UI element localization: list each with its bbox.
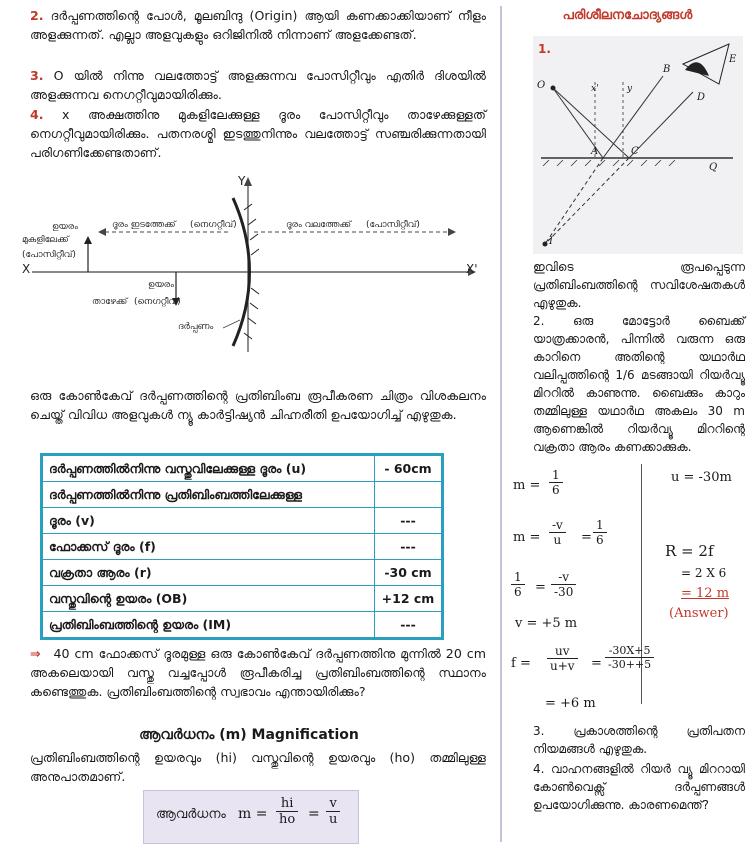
right-column bbox=[505, 0, 750, 848]
f-eq: = bbox=[591, 656, 602, 671]
denominator: u bbox=[329, 812, 338, 827]
f-result: = +6 m bbox=[545, 696, 596, 711]
numerator: 1 bbox=[511, 570, 525, 585]
table-row bbox=[42, 612, 443, 639]
point-x: x' bbox=[591, 84, 599, 94]
x-right-label: X' bbox=[466, 262, 478, 276]
formula-m: m = bbox=[238, 806, 268, 822]
numerator: hi bbox=[276, 796, 298, 812]
f-frac1 bbox=[547, 644, 578, 673]
r-step: = 2 X 6 bbox=[681, 566, 727, 580]
property-value bbox=[375, 482, 443, 508]
reflection-diagram bbox=[533, 36, 743, 254]
height-down-label: ഉയരം bbox=[148, 280, 174, 290]
f-frac2 bbox=[605, 644, 654, 671]
point-O: O bbox=[537, 80, 546, 91]
dist-left-label: ദൂരം ഇടത്തേക്ക് bbox=[112, 220, 176, 230]
x-left-label: X bbox=[22, 262, 31, 276]
numerator: -v bbox=[549, 518, 566, 533]
numerator: uv bbox=[547, 644, 578, 659]
r-formula: R = 2f bbox=[665, 542, 714, 560]
question-2: 2. ഒരു മോട്ടോർ ബൈക്ക് യാത്രക്കാരൻ, പിന്നിൽ വരുന്ന ഒരു കാറിനെ അതിന്റെ യഥാർഥ വലിപ്പത്തിന്റെ 1/6 മടങ്ങായി റിയർവ്യൂ മിററിൽ കാണുന്നു. ബൈക്കും കാറും തമ്മിലുള്ള യഥാർഥ അകലം 30 m ആണെങ്കിൽ റിയർവ്യൂ മിററിന്റെ വക്രതാ ആരം കണക്കാക്കുക. bbox=[533, 314, 745, 454]
m2-frac2 bbox=[593, 518, 607, 547]
figure-number: 1. bbox=[538, 42, 551, 56]
s-frac1 bbox=[511, 570, 525, 599]
numerator: -30X+5 bbox=[605, 644, 654, 658]
point-I: I bbox=[549, 236, 553, 247]
point-B: B bbox=[663, 64, 671, 75]
point-text: O യിൽ നിന്നു വലത്തോട്ട് അളക്കുന്നവ പോസിറ്റീവും എതിർ ദിശയിൽ അളക്കുന്നവ നെഗറ്റീവുമായിരിക്കും. bbox=[30, 68, 486, 102]
property-label: ദൂരം (v) bbox=[42, 508, 375, 534]
formula-eq: = bbox=[308, 806, 320, 822]
property-label: ദർപ്പണത്തിൽനിന്നു പ്രതിബിംബത്തിലേക്കുള്ള bbox=[42, 482, 375, 508]
property-label: പ്രതിബിംബത്തിന്റെ ഉയരം (IM) bbox=[42, 612, 375, 639]
magnification-text: പ്രതിബിംബത്തിന്റെ ഉയരവും (hi) വസ്തുവിന്റെ ഉയരവും (ho) തമ്മിലുള്ള അനുപാതമാണ്. bbox=[30, 750, 486, 784]
point-D: D bbox=[697, 92, 706, 103]
up-label: മുകളിലേക്ക് bbox=[22, 235, 69, 245]
table-row bbox=[42, 560, 443, 586]
property-value: - 60cm bbox=[375, 455, 443, 482]
question-4: 4. വാഹനങ്ങളിൽ റിയർ വ്യൂ മിററായി കോൺവെക്സ് ദർപ്പണങ്ങൾ ഉപയോഗിക്കുന്നു. കാരണമെന്ത്? bbox=[533, 762, 745, 812]
point-Q: Q bbox=[709, 162, 718, 173]
property-value: +12 cm bbox=[375, 586, 443, 612]
m2-lhs: m = bbox=[513, 530, 541, 545]
question-3: 3. പ്രകാശത്തിന്റെ പ്രതിപതന നിയമങ്ങൾ എഴുതുക. bbox=[533, 724, 745, 756]
property-label: വക്രതാ ആരം (r) bbox=[42, 560, 375, 586]
property-value: --- bbox=[375, 612, 443, 639]
sign-convention-diagram bbox=[18, 170, 478, 370]
point-A: A bbox=[591, 146, 599, 157]
m2-eq: = bbox=[581, 530, 592, 545]
question-1: ഇവിടെ രൂപപ്പെടുന്ന പ്രതിബിംബത്തിന്റെ സവിശേഷതകൾ എഴുതുക. bbox=[533, 260, 745, 310]
dist-right-label: ദൂരം വലത്തേക്ക് bbox=[286, 220, 352, 230]
intro-text: ഒരു കോൺകേവ് ദർപ്പണത്തിന്റെ പ്രതിബിംബ രൂപീകരണ ചിത്രം വിശകലനം ചെയ്ത് വിവിധ അളവുകൾ ന്യൂ കാർട്ടിഷ്യൻ ചിഹ്നരീതി ഉപയോഗിച്ച് എഴുതുക. bbox=[30, 388, 486, 422]
r-result: = 12 m bbox=[681, 586, 730, 601]
denominator: u+v bbox=[550, 659, 575, 673]
property-label: വസ്തുവിന്റെ ഉയരം (OB) bbox=[42, 586, 375, 612]
fraction-hi-ho bbox=[276, 796, 298, 827]
point-text: ദർപ്പണത്തിന്റെ പോൾ, മൂലബിന്ദു (Origin) ആയി കണക്കാക്കിയാണ് നീളം അളക്കുന്നത്. എല്ലാ അളവുകളും ഒറിജിനിൽ നിന്നാണ് അളക്കേണ്ടത്. bbox=[30, 8, 486, 42]
height-up-label: ഉയരം bbox=[52, 222, 78, 232]
question-text: 40 cm ഫോക്കസ് ദൂരമുള്ള ഒരു കോൺകേവ് ദർപ്പണത്തിനു മുന്നിൽ 20 cm അകലെയായി വസ്തു വച്ചപ്പോൾ രൂപീകരിച്ച പ്രതിബിംബത്തിന്റെ സ്ഥാനം കണ്ടെത്തുക. പ്രതിബിംബത്തിന്റെ സ്വഭാവം എന്തായിരിക്കും? bbox=[30, 646, 486, 699]
s-eq: = bbox=[535, 580, 546, 595]
negative2-label: (നെഗറ്റീവ്) bbox=[134, 297, 181, 307]
numerator: -v bbox=[551, 570, 576, 585]
numerator: v bbox=[326, 796, 340, 812]
table-row bbox=[42, 534, 443, 560]
denominator: ho bbox=[279, 812, 296, 827]
property-value: --- bbox=[375, 508, 443, 534]
f-lhs: f = bbox=[511, 656, 531, 671]
paragraph-4 bbox=[30, 105, 486, 162]
property-value: -30 cm bbox=[375, 560, 443, 586]
v-value: v = +5 m bbox=[515, 616, 578, 631]
magnification-formula bbox=[143, 790, 359, 844]
denominator: 6 bbox=[552, 483, 560, 497]
s-frac2 bbox=[551, 570, 576, 599]
property-label: ദർപ്പണത്തിൽനിന്നു വസ്തുവിലേക്കുള്ള ദൂരം (u) bbox=[42, 455, 375, 482]
property-value: --- bbox=[375, 534, 443, 560]
property-label: ഫോക്കസ് ദൂരം (f) bbox=[42, 534, 375, 560]
reflection-figure bbox=[533, 36, 743, 254]
positive-label: (പോസിറ്റീവ്) bbox=[22, 250, 76, 260]
table-row bbox=[42, 586, 443, 612]
numerator: 1 bbox=[549, 468, 563, 483]
table-row bbox=[42, 455, 443, 482]
u-value: u = -30m bbox=[671, 470, 732, 485]
point-text: x അക്ഷത്തിനു മുകളിലേക്കുള്ള ദൂരം പോസിറ്റീവും താഴേക്കുള്ളത് നെഗറ്റീവുമായിരിക്കും. പതനരശ്മി ഇടത്തുനിന്നും വലത്തോട്ട് സഞ്ചരിക്കുന്നതായി പരിഗണിക്കേണ്ടതാണ്. bbox=[30, 107, 486, 160]
column-divider bbox=[500, 6, 502, 842]
point-number: 2. bbox=[30, 8, 44, 23]
m1-lhs: m = bbox=[513, 478, 541, 493]
paragraph-3 bbox=[30, 66, 486, 104]
fraction-v-u bbox=[326, 796, 340, 827]
answer-label: (Answer) bbox=[669, 606, 729, 621]
point-y: y bbox=[627, 84, 633, 94]
denominator: 6 bbox=[514, 585, 522, 599]
denominator: -30++5 bbox=[608, 658, 652, 671]
formula-label: ആവർധനം bbox=[156, 807, 226, 822]
denominator: u bbox=[553, 533, 562, 547]
positive2-label: (പോസിറ്റീവ്) bbox=[366, 220, 420, 230]
properties-table bbox=[40, 453, 444, 640]
mirror-label: ദർപ്പണം bbox=[178, 322, 214, 332]
point-E: E bbox=[729, 54, 737, 65]
numerator: 1 bbox=[593, 518, 607, 533]
denominator: -30 bbox=[554, 585, 574, 599]
point-number: 4. bbox=[30, 107, 44, 122]
denominator: 6 bbox=[596, 533, 604, 547]
mirror-pointer bbox=[223, 320, 240, 328]
point-C: C bbox=[631, 146, 639, 157]
eye-icon bbox=[683, 44, 729, 84]
arrow-icon: ⇒ bbox=[30, 646, 41, 661]
question-paragraph bbox=[30, 644, 486, 701]
magnification-heading: ആവർധനം (m) Magnification bbox=[139, 727, 359, 743]
down-label: താഴേക്ക് bbox=[92, 297, 128, 307]
table-row bbox=[42, 482, 443, 508]
y-label: Y bbox=[238, 174, 246, 188]
practice-heading: പരിശീലനചോദ്യങ്ങൾ bbox=[562, 8, 693, 23]
m1-frac bbox=[549, 468, 563, 497]
paragraph-2 bbox=[30, 6, 486, 44]
m2-frac1 bbox=[549, 518, 566, 547]
point-number: 3. bbox=[30, 68, 44, 83]
negative-label: (നെഗറ്റീവ്) bbox=[190, 220, 237, 230]
table-row bbox=[42, 508, 443, 534]
